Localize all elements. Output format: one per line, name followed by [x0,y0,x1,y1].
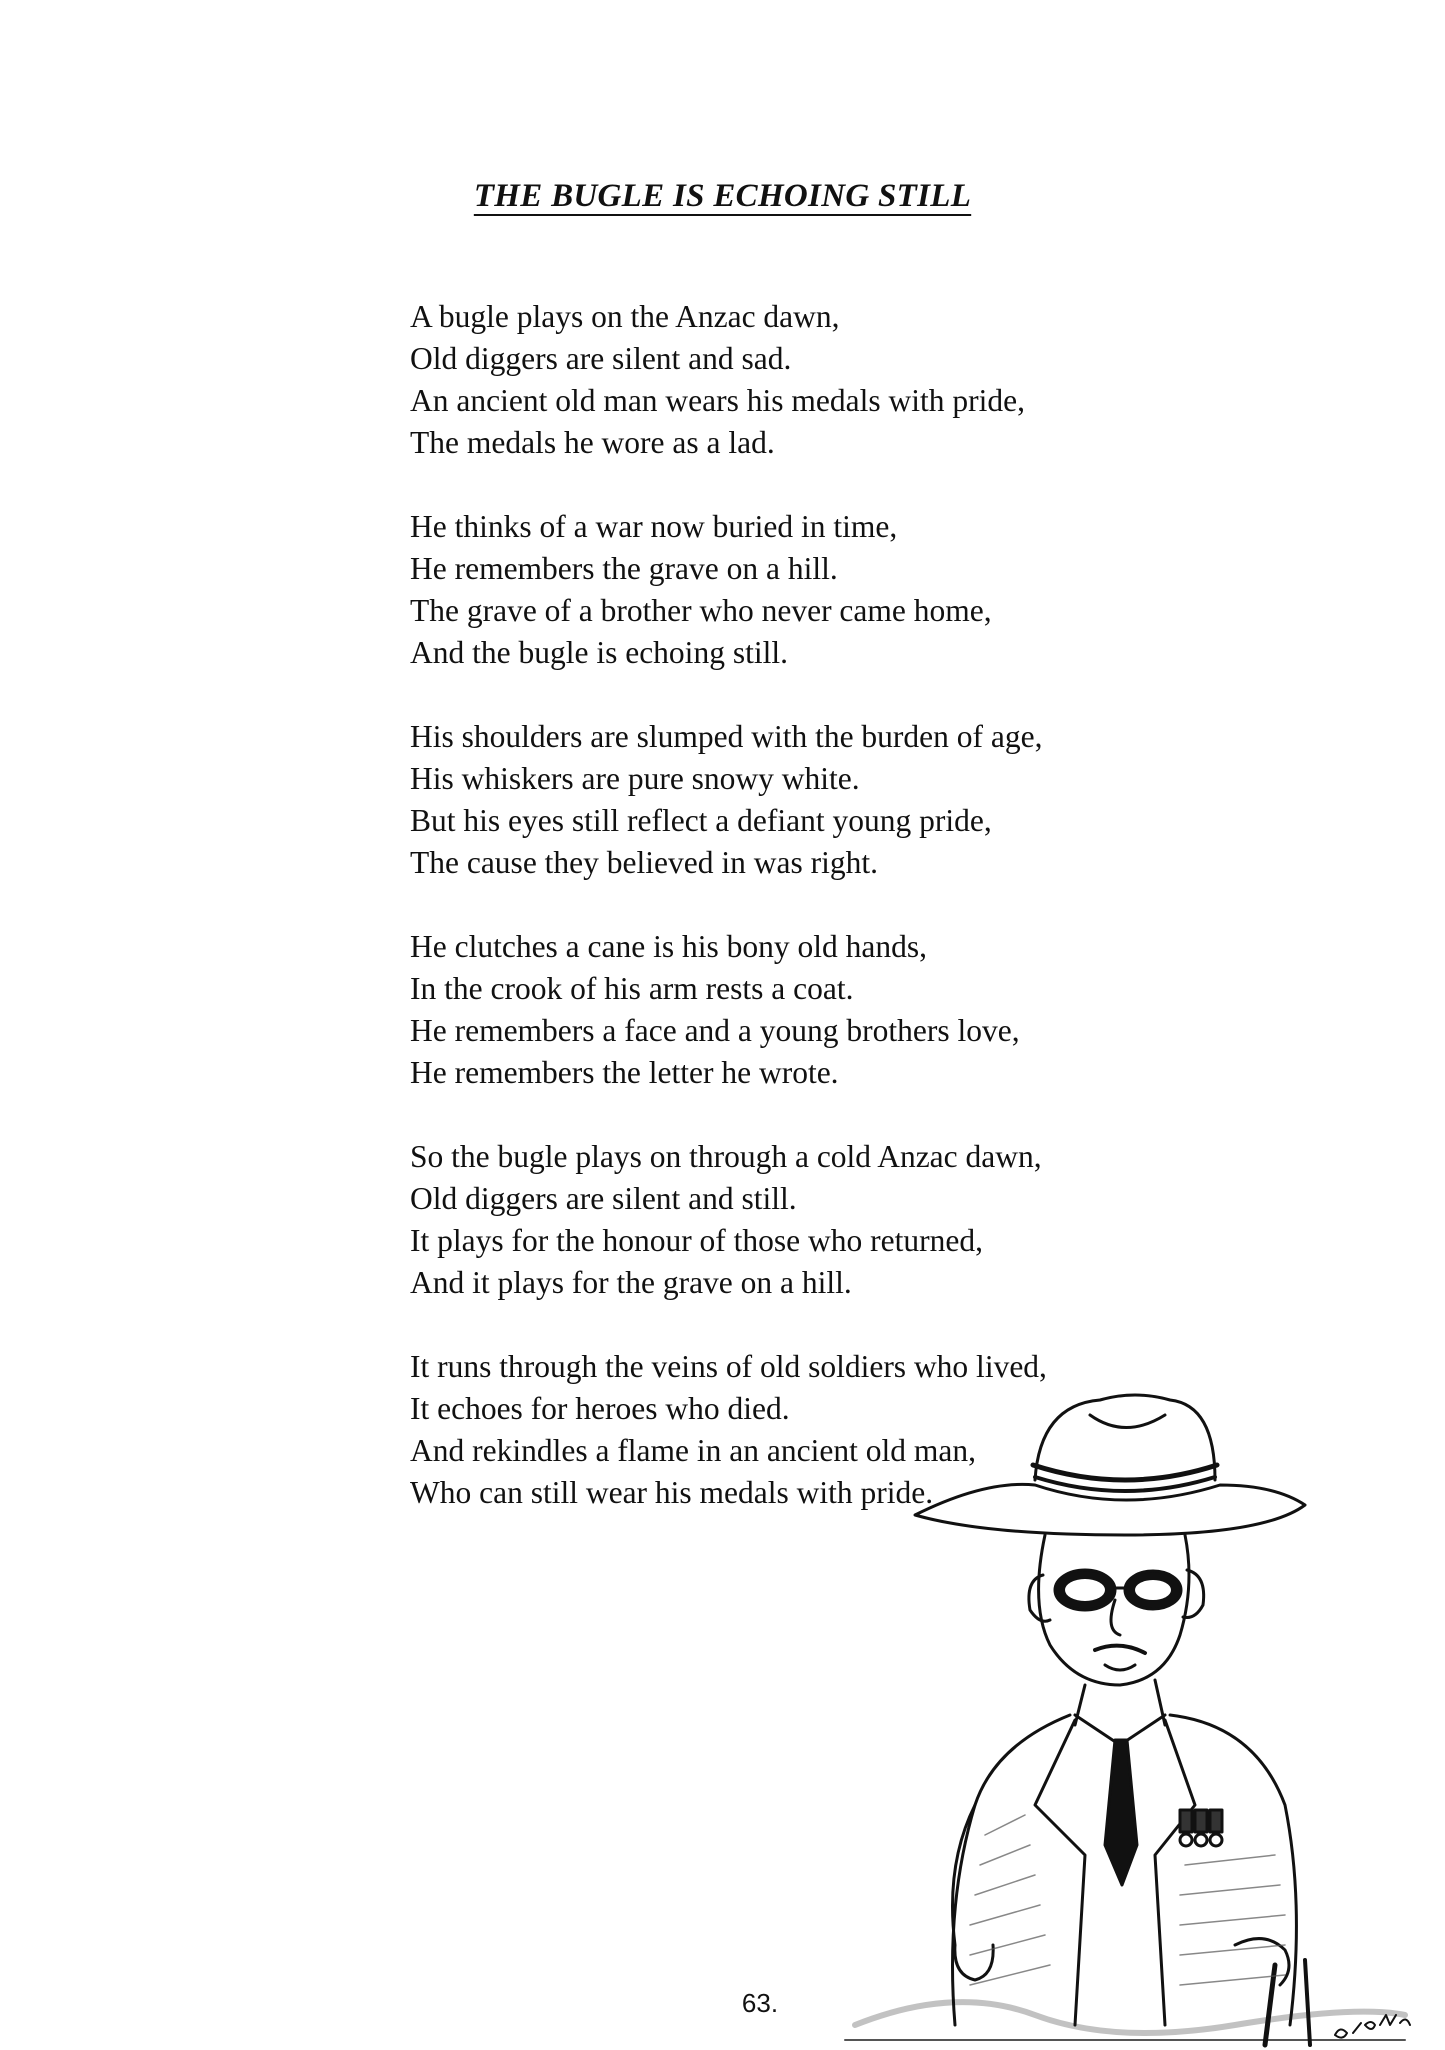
old-soldier-sketch-icon [835,1385,1415,2050]
poem-line: But his eyes still reflect a defiant young pride, [410,803,992,838]
poem-line: And the bugle is echoing still. [410,635,788,670]
poem-line: It runs through the veins of old soldiers who lived, [410,1349,1047,1384]
poem-line: And it plays for the grave on a hill. [410,1265,852,1300]
poem-line: He clutches a cane is his bony old hands, [410,929,927,964]
poem-line: In the crook of his arm rests a coat. [410,971,854,1006]
poem-line: The medals he wore as a lad. [410,425,775,460]
poem-line: The grave of a brother who never came home, [410,593,992,628]
poem-line: A bugle plays on the Anzac dawn, [410,299,840,334]
poem-line: So the bugle plays on through a cold Anzac dawn, [410,1139,1042,1174]
poem-line: He thinks of a war now buried in time, [410,509,898,544]
poem-title [0,178,1445,215]
stanza-2 [410,506,1110,674]
poem-line: Old diggers are silent and still. [410,1181,797,1216]
poem-line: He remembers the letter he wrote. [410,1055,839,1090]
poem-line: Who can still wear his medals with pride. [410,1475,934,1510]
poem-line: He remembers the grave on a hill. [410,551,838,586]
poem-line: His shoulders are slumped with the burden of age, [410,719,1043,754]
stanza-1 [410,296,1110,464]
poem-line: The cause they believed in was right. [410,845,878,880]
poem-body [410,296,1110,1556]
poem-line: His whiskers are pure snowy white. [410,761,860,796]
poem-title-text: THE BUGLE IS ECHOING STILL [473,178,972,214]
poem-line: It plays for the honour of those who returned, [410,1223,983,1258]
poem-line: An ancient old man wears his medals with pride, [410,383,1025,418]
poem-line: He remembers a face and a young brothers love, [410,1013,1020,1048]
poem-line: And rekindles a flame in an ancient old man, [410,1433,976,1468]
page-number: 63. [741,1988,779,2018]
poem-line: It echoes for heroes who died. [410,1391,790,1426]
stanza-3 [410,716,1110,884]
stanza-4 [410,926,1110,1094]
stanza-5 [410,1136,1110,1304]
poem-line: Old diggers are silent and sad. [410,341,792,376]
